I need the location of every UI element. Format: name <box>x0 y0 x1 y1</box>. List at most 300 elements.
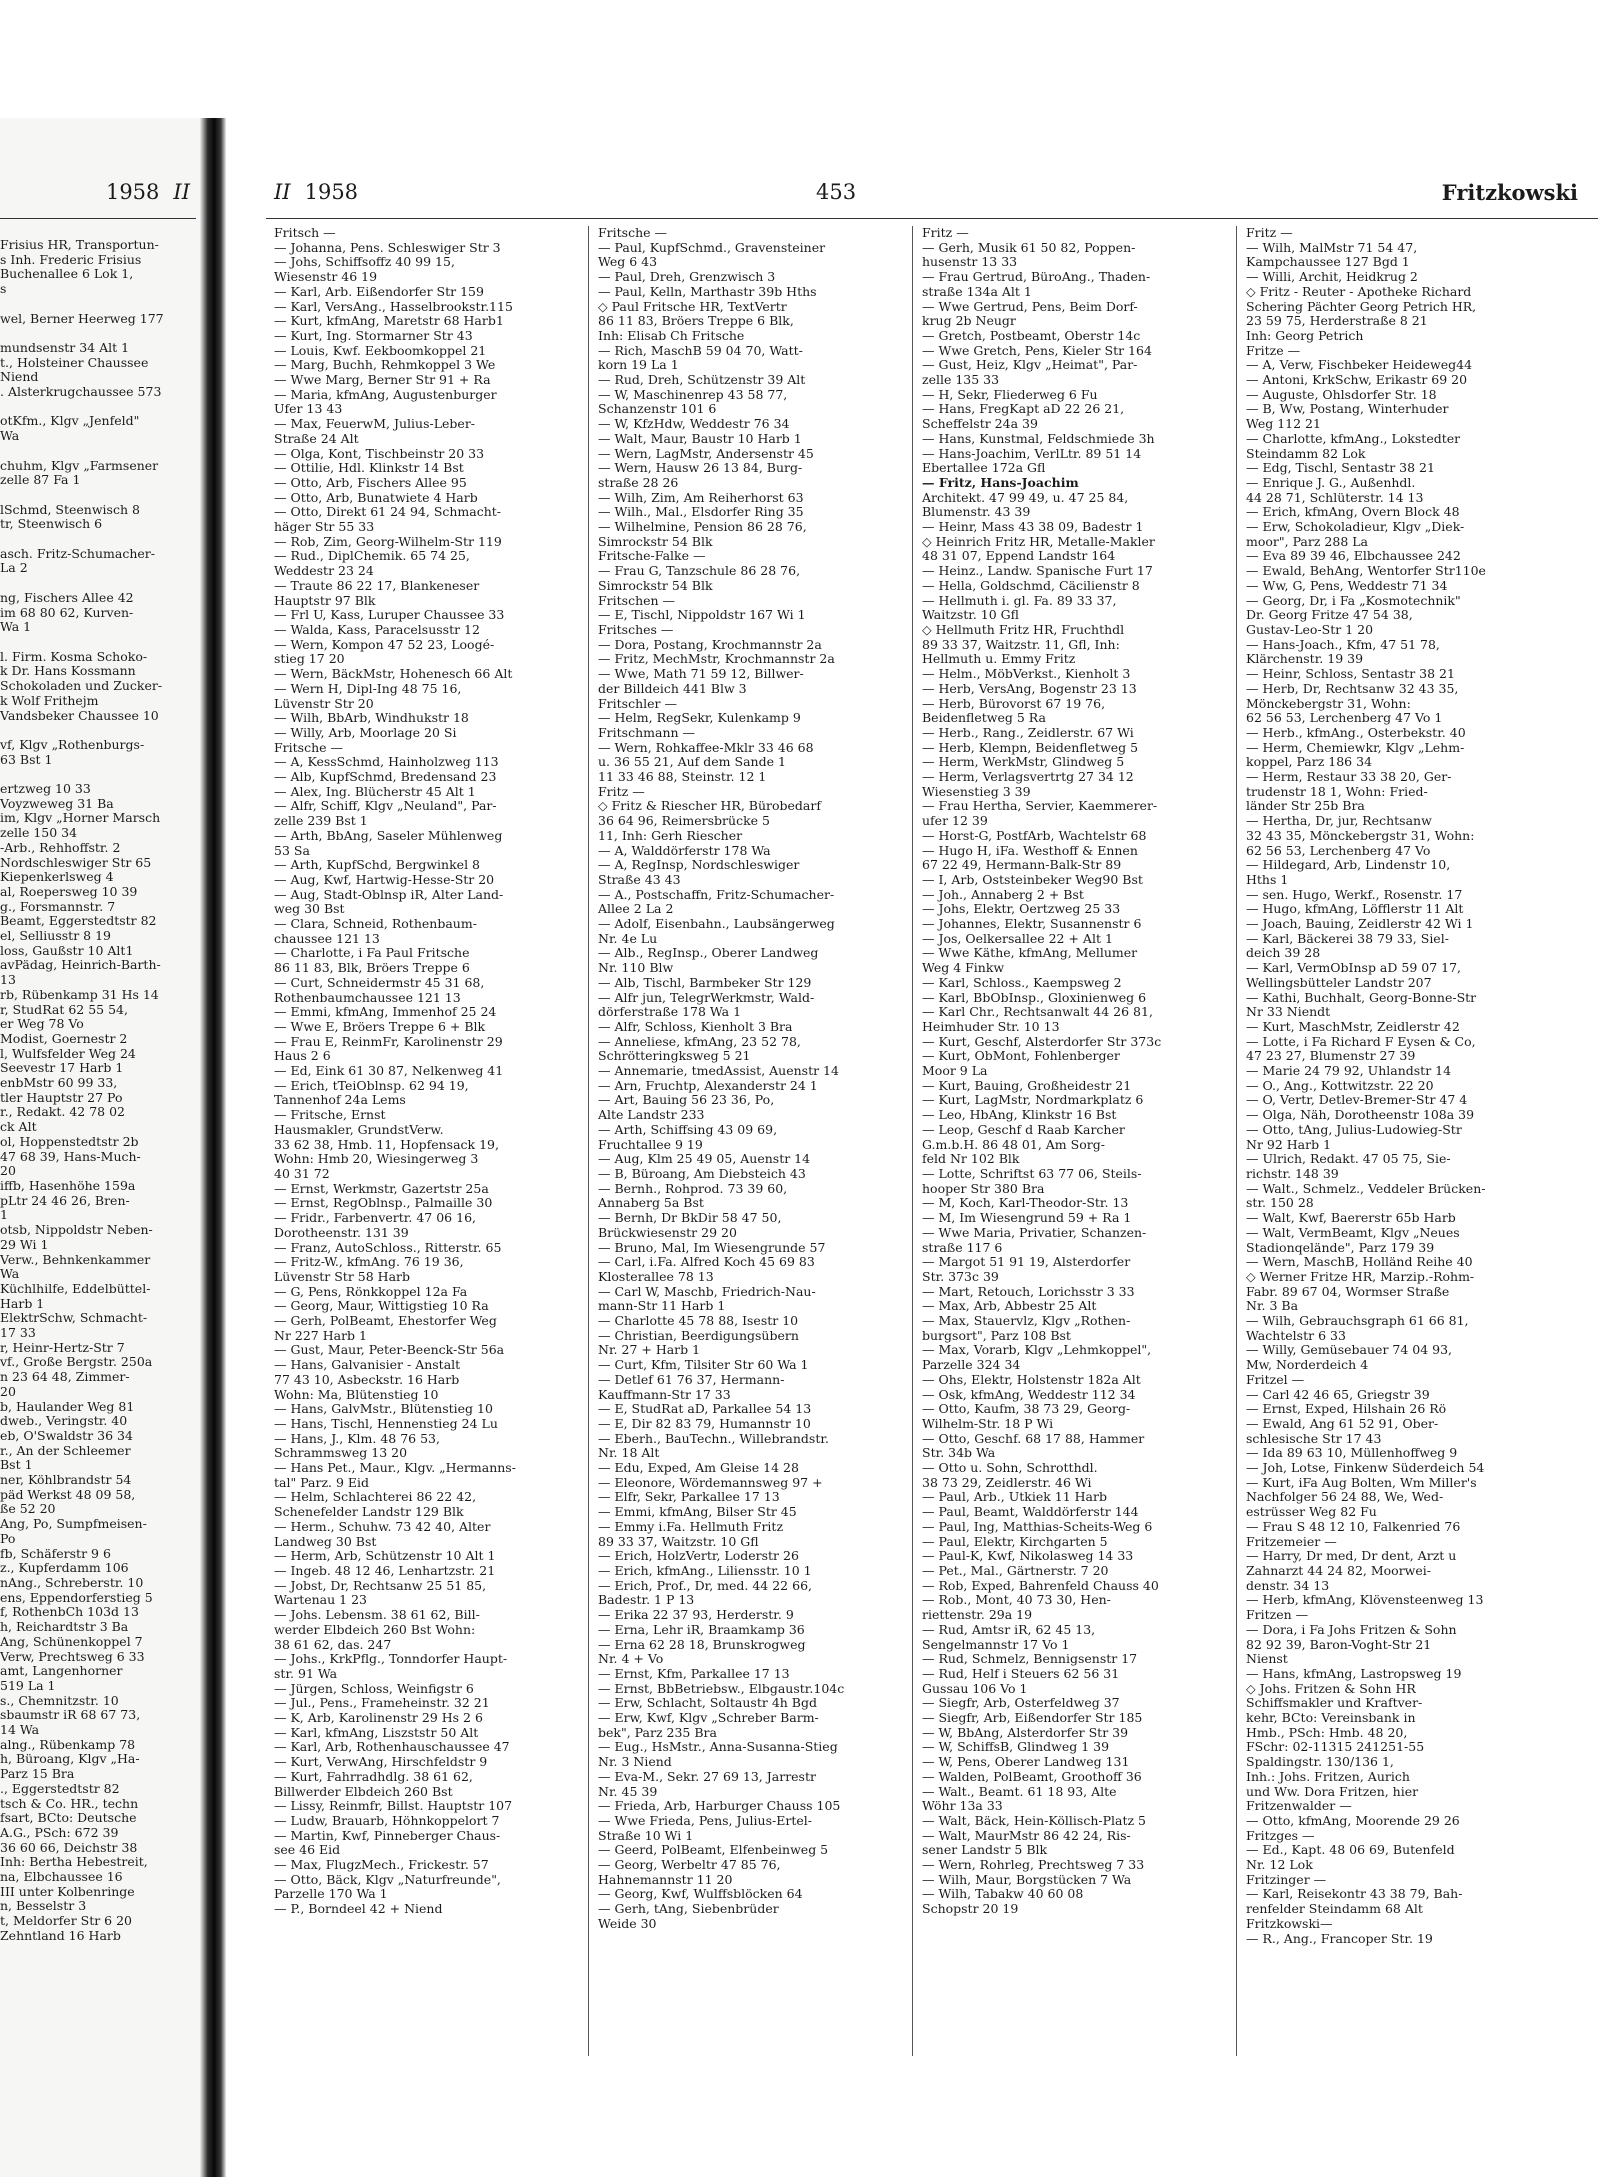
directory-entry-line: — Carl W, Maschb, Friedrich-Nau- <box>598 1283 816 1299</box>
directory-entry-line: — Kurt, ObMont, Fohlenberger <box>922 1048 1120 1064</box>
left-page-entry-line <box>0 767 200 782</box>
directory-entry-line: Landweg 30 Bst <box>274 1533 377 1549</box>
directory-entry-line: — Karl, Bäckerei 38 79 33, Siel- <box>1246 930 1449 946</box>
left-page-entry-line: h, Reichardtstr 3 Ba <box>0 1619 129 1635</box>
directory-entry-line: — O., Ang., Kottwitzstr. 22 20 <box>1246 1077 1434 1093</box>
directory-entry-line: — Wern, Kompon 47 52 23, Loogé- <box>274 636 495 652</box>
left-page-entry-line: Ang, Po, Sumpfmeisen- <box>0 1516 147 1532</box>
directory-entry-line: Haus 2 6 <box>274 1048 331 1064</box>
directory-entry-line: — Karl Chr., Rechtsanwalt 44 26 81, <box>922 1004 1153 1020</box>
directory-entry-line: — Otto, Direkt 61 24 94, Schmacht- <box>274 504 502 520</box>
left-page-entry-line: f, RothenbCh 103d 13 <box>0 1604 139 1620</box>
directory-entry-line: trudenstr 18 1, Wohn: Fried- <box>1246 783 1428 799</box>
directory-entry-line: — K, Arb, Karolinenstr 29 Hs 2 6 <box>274 1710 483 1726</box>
directory-entry-line: — Georg, Dr, i Fa „Kosmotechnik" <box>1246 592 1461 608</box>
directory-entry-line: — E, Tischl, Nippoldstr 167 Wi 1 <box>598 607 806 623</box>
directory-entry-line: Nr. 4e Lu <box>598 930 658 946</box>
directory-entry-line: Steindamm 82 Lok <box>1246 445 1366 461</box>
directory-entry-line: chaussee 121 13 <box>274 930 380 946</box>
directory-entry-line: — Herb., Rang., Zeidlerstr. 67 Wi <box>922 724 1134 740</box>
directory-entry-line: — Kurt, kfmAng, Maretstr 68 Harb1 <box>274 313 504 329</box>
directory-entry-line: see 46 Eid <box>274 1842 341 1858</box>
adjacent-left-page <box>0 118 218 2177</box>
directory-entry-line: — Margot 51 91 19, Alsterdorfer <box>922 1254 1131 1270</box>
directory-entry-line: — Carl, i.Fa. Alfred Koch 45 69 83 <box>598 1254 815 1270</box>
directory-entry-line: — Ernst, BbBetriebsw., Elbgaustr.104c <box>598 1680 845 1696</box>
directory-entry-line: 86 11 83, Blk, Bröers Treppe 6 <box>274 960 470 976</box>
directory-entry-line: — Otto, Geschf. 68 17 88, Hammer <box>922 1430 1145 1446</box>
directory-entry-line: Dorotheenstr. 131 39 <box>274 1224 409 1240</box>
directory-entry-line: — Wilhelmine, Pension 86 28 76, <box>598 519 807 535</box>
directory-entry-line: Fritsches — <box>598 621 674 637</box>
directory-entry-line: — Max, Vorarb, Klgv „Lehmkoppel", <box>922 1342 1152 1358</box>
directory-entry-line: — Karl, VermObInsp aD 59 07 17, <box>1246 960 1462 976</box>
left-page-entry-line: fb, Schäferstr 9 6 <box>0 1545 111 1561</box>
directory-entry-line: — Erich, tTeiOblnsp. 62 94 19, <box>274 1077 469 1093</box>
directory-entry-line: — Helm, RegSekr, Kulenkamp 9 <box>598 710 801 726</box>
left-page-entry-line: loss, Gaußstr 10 Alt1 <box>0 942 134 958</box>
directory-entry-line: — Max, Stauervlz, Klgv „Rothen- <box>922 1313 1131 1329</box>
directory-entry-line: — Rud, Dreh, Schützenstr 39 Alt <box>598 372 806 388</box>
directory-entry-line: Fritzkowski— <box>1246 1915 1333 1931</box>
directory-entry-line: — Detlef 61 76 37, Hermann- <box>598 1371 785 1387</box>
directory-entry-line: schlesische Str 17 43 <box>1246 1430 1382 1446</box>
directory-entry-line: — Wilh, Maur, Borgstücken 7 Wa <box>922 1871 1132 1887</box>
directory-entry-line: straße 134a Alt 1 <box>922 283 1032 299</box>
directory-entry-line: — Kurt, Bauing, Großheidestr 21 <box>922 1077 1132 1093</box>
left-page-entry-line: . Alsterkrugchaussee 573 <box>0 384 162 400</box>
directory-entry-line: Hahnemannstr 11 20 <box>598 1871 733 1887</box>
directory-entry-line: Zahnarzt 44 24 82, Moorwei- <box>1246 1562 1432 1578</box>
column-divider <box>588 226 589 2056</box>
directory-entry-line: — Eug., HsMstr., Anna-Susanna-Stieg <box>598 1739 838 1755</box>
directory-entry-line: 44 28 71, Schlüterstr. 14 13 <box>1246 489 1424 505</box>
directory-entry-line: Klosterallee 78 13 <box>598 1268 714 1284</box>
directory-entry-line: FSchr: 02-11315 241251-55 <box>1246 1739 1425 1755</box>
directory-entry-line: — Hella, Goldschmd, Cäcilienstr 8 <box>922 577 1140 593</box>
directory-entry-line: — Dora, i Fa Johs Fritzen & Sohn <box>1246 1621 1457 1637</box>
directory-entry-line: — Georg, Maur, Wittigstieg 10 Ra <box>274 1298 489 1314</box>
directory-entry-line: Fritze — <box>1246 342 1301 358</box>
directory-entry-line: — Wern, Rohkaffee-Mklr 33 46 68 <box>598 739 814 755</box>
directory-entry-line: — Erich, HolzVertr, Loderstr 26 <box>598 1548 799 1564</box>
left-page-entry-line: 13 <box>0 972 16 988</box>
left-page-entry-line: alng., Rübenkamp 78 <box>0 1736 136 1752</box>
directory-entry-line: — Otto, Kaufm, 38 73 29, Georg- <box>922 1401 1131 1417</box>
left-page-entry-line <box>0 400 200 415</box>
directory-entry-line: — Ulrich, Redakt. 47 05 75, Sie- <box>1246 1151 1451 1167</box>
left-page-entry-line: Küchlhilfe, Eddelbüttel- <box>0 1280 151 1296</box>
left-page-roman: II <box>173 180 190 204</box>
directory-entry-line: — Franz, AutoSchloss., Ritterstr. 65 <box>274 1239 502 1255</box>
left-page-entry-line: h, Büroang, Klgv „Ha- <box>0 1751 140 1767</box>
directory-entry-line: — Curt, Kfm, Tilsiter Str 60 Wa 1 <box>598 1357 809 1373</box>
directory-entry-line: tal" Parz. 9 Eid <box>274 1474 370 1490</box>
directory-entry-line: Mönckebergstr 31, Wohn: <box>1246 695 1411 711</box>
directory-entry-line: — Fritz, MechMstr, Krochmannstr 2a <box>598 651 835 667</box>
left-page-entry-line: vf., Große Bergstr. 250a <box>0 1354 153 1370</box>
directory-entry-line: — Alex, Ing. Blücherstr 45 Alt 1 <box>274 783 476 799</box>
directory-entry-line: feld Nr 102 Blk <box>922 1151 1020 1167</box>
directory-entry-line: — Gerh, tAng, Siebenbrüder <box>598 1901 779 1917</box>
directory-entry-line: — Johannes, Elektr, Susannenstr 6 <box>922 916 1142 932</box>
directory-entry-line: — Georg, Werbeltr 47 85 76, <box>598 1857 781 1873</box>
directory-entry-line: — Carl 42 46 65, Griegstr 39 <box>1246 1386 1430 1402</box>
directory-entry-line: Klärchenstr. 19 39 <box>1246 651 1364 667</box>
directory-entry-line: — Herb, Bürovorst 67 19 76, <box>922 695 1106 711</box>
directory-entry-line: Fritsche-Falke — <box>598 548 706 564</box>
directory-entry-line: Wilhelm-Str. 18 P Wi <box>922 1415 1054 1431</box>
directory-entry-line: — A, Verw, Fischbeker Heideweg44 <box>1246 357 1473 373</box>
directory-entry-line: 11, Inh: Gerh Riescher <box>598 827 743 843</box>
directory-entry-line: — Joh., Annaberg 2 + Bst <box>922 886 1084 902</box>
directory-entry-line: — Karl, BbObInsp., Gloxinienweg 6 <box>922 989 1147 1005</box>
directory-entry-line: — Bernh, Dr BkDir 58 47 50, <box>598 1210 782 1226</box>
directory-entry-line: Schiffsmakler und Kraftver- <box>1246 1695 1423 1711</box>
directory-entry-line: — Herm, Chemiewkr, Klgv „Lehm- <box>1246 739 1465 755</box>
directory-entry-line: — W, SchiffsB, Glindweg 1 39 <box>922 1739 1110 1755</box>
directory-entry-line: 47 23 27, Blumenstr 27 39 <box>1246 1048 1416 1064</box>
left-page-entry-line: l. Firm. Kosma Schoko- <box>0 648 148 664</box>
directory-entry-line: Weddestr 23 24 <box>274 563 374 579</box>
directory-entry-line: — Walt., Schmelz., Veddeler Brücken- <box>1246 1180 1486 1196</box>
directory-entry-line: Lüvenstr Str 58 Harb <box>274 1268 410 1284</box>
directory-entry-line: — Geerd, PolBeamt, Elfenbeinweg 5 <box>598 1842 829 1858</box>
directory-entry-line: — Marie 24 79 92, Uhlandstr 14 <box>1246 1063 1452 1079</box>
directory-entry-line: — Rob, Exped, Bahrenfeld Chauss 40 <box>922 1577 1159 1593</box>
directory-entry-line: zelle 239 Bst 1 <box>274 813 368 829</box>
directory-entry-line: — Hans, Galvanisier - Anstalt <box>274 1357 461 1373</box>
directory-entry-line: — Alb, KupfSchmd, Bredensand 23 <box>274 769 497 785</box>
directory-entry-line: — Frau Gertrud, BüroAng., Thaden- <box>922 269 1151 285</box>
left-page-entry-line: Kiepenkerlsweg 4 <box>0 869 114 885</box>
directory-entry-line: — Willy, Gemüsebauer 74 04 93, <box>1246 1342 1453 1358</box>
directory-entry-line: — H, Sekr, Fliederweg 6 Fu <box>922 386 1098 402</box>
directory-entry-line: — B, Ww, Postang, Winterhuder <box>1246 401 1449 417</box>
directory-entry-line: — Wern H, Dipl-Ing 48 75 16, <box>274 680 462 696</box>
directory-entry-line: — Kurt, VerwAng, Hirschfeldstr 9 <box>274 1754 488 1770</box>
directory-entry-line: — Joach, Bauing, Zeidlerstr 42 Wi 1 <box>1246 916 1474 932</box>
directory-entry-line: — Alb., RegInsp., Oberer Landweg <box>598 945 819 961</box>
directory-entry-line: Heimhuder Str. 10 13 <box>922 1018 1060 1034</box>
left-page-entry-line: n, Besselstr 3 <box>0 1898 87 1914</box>
left-page-entry-line: Schokoladen und Zucker- <box>0 678 163 694</box>
directory-entry-line: — A, KessSchmd, Hainholzweg 113 <box>274 754 499 770</box>
directory-entry-line: — Emmy i.Fa. Hellmuth Fritz <box>598 1518 784 1534</box>
directory-entry-line: — Wwe Marg, Berner Str 91 + Ra <box>274 372 491 388</box>
left-page-entry-line: tler Hauptstr 27 Po <box>0 1089 123 1105</box>
directory-entry-line: — Mart, Retouch, Lorichsstr 3 33 <box>922 1283 1135 1299</box>
directory-entry-line: — Fridr., Farbenvertr. 47 06 16, <box>274 1210 476 1226</box>
directory-entry-line: Schopstr 20 19 <box>922 1901 1019 1917</box>
directory-entry-line: — Ida 89 63 10, Müllenhoffweg 9 <box>1246 1445 1458 1461</box>
directory-entry-line: — Wilh, MalMstr 71 54 47, <box>1246 239 1418 255</box>
left-page-entry-line: otKfm., Klgv „Jenfeld" <box>0 413 140 429</box>
column-divider <box>912 226 913 2056</box>
directory-entry-line: Beidenfletweg 5 Ra <box>922 710 1046 726</box>
directory-entry-line: Schrötteringksweg 5 21 <box>598 1048 751 1064</box>
directory-entry-line: — Charlotte, kfmAng., Lokstedter <box>1246 430 1461 446</box>
directory-entry-line: — Harry, Dr med, Dr dent, Arzt u <box>1246 1548 1457 1564</box>
directory-entry-line: — Traute 86 22 17, Blankeneser <box>274 577 480 593</box>
left-page-entry-line: s <box>0 281 7 297</box>
directory-entry-line: Fritschler — <box>598 695 677 711</box>
directory-entry-line: — Max, FeuerwM, Julius-Leber- <box>274 416 476 432</box>
directory-entry-line: — Johs, Elektr, Oertzweg 25 33 <box>922 901 1121 917</box>
left-page-entry-line: Nordschleswiger Str 65 <box>0 854 152 870</box>
directory-entry-line: — Erich, kfmAng., Liliensstr. 10 1 <box>598 1562 812 1578</box>
directory-entry-line: 38 73 29, Zeidlerstr. 46 Wi <box>922 1474 1092 1490</box>
directory-entry-line: — Karl, Arb, Rothenhauschaussee 47 <box>274 1739 510 1755</box>
left-page-entry-line: Buchenallee 6 Lok 1, <box>0 266 134 282</box>
directory-entry-line: — Lissy, Reinmfr, Billst. Hauptstr 107 <box>274 1798 513 1814</box>
left-page-entry-line: ertzweg 10 33 <box>0 781 91 797</box>
directory-entry-line: estrüsser Weg 82 Fu <box>1246 1504 1377 1520</box>
left-page-entry-line: r, StudRat 62 55 54, <box>0 1001 128 1017</box>
directory-entry-line: — Hans, Tischl, Hennenstieg 24 Lu <box>274 1415 498 1431</box>
left-page-entry-line: 519 La 1 <box>0 1677 56 1693</box>
left-page-entry-line: 20 <box>0 1383 16 1399</box>
directory-entry-line: — Jul., Pens., Frameheinstr. 32 21 <box>274 1695 490 1711</box>
directory-entry-line: — Wern, Rohrleg, Prechtsweg 7 33 <box>922 1857 1145 1873</box>
directory-entry-line: — Leop, Geschf d Raab Karcher <box>922 1121 1125 1137</box>
directory-entry-line: — Heinr, Mass 43 38 09, Badestr 1 <box>922 519 1144 535</box>
left-page-entries <box>0 238 200 1944</box>
directory-entry-line: — Aug, Kwf, Hartwig-Hesse-Str 20 <box>274 871 495 887</box>
directory-entry-line: — Kurt, LagMstr, Nordmarkplatz 6 <box>922 1092 1144 1108</box>
left-page-entry-line: 47 68 39, Hans-Much- <box>0 1148 141 1164</box>
left-page-entry-line: ., Eggerstedtstr 82 <box>0 1780 120 1796</box>
directory-entry-line: Parzelle 324 34 <box>922 1357 1021 1373</box>
directory-entry-line: — W, KfzHdw, Weddestr 76 34 <box>598 416 790 432</box>
directory-entry-line: — Erw, Schokoladieur, Klgv „Diek- <box>1246 519 1465 535</box>
directory-entry-line: — Adolf, Eisenbahn., Laubsängerweg <box>598 916 835 932</box>
directory-entry-line: — Wwe Maria, Privatier, Schanzen- <box>922 1224 1147 1240</box>
directory-entry-line: — Rud, Schmelz, Bennigsenstr 17 <box>922 1651 1138 1667</box>
left-page-header <box>0 180 190 220</box>
directory-entry-line: — Anneliese, kfmAng, 23 52 78, <box>598 1033 801 1049</box>
directory-entry-line: Gussau 106 Vo 1 <box>922 1680 1028 1696</box>
left-page-entry-line: chuhm, Klgv „Farmsener <box>0 457 159 473</box>
directory-entry-line: — Herb, kfmAng, Klövensteenweg 13 <box>1246 1592 1484 1608</box>
directory-entry-line: — Paul, Elektr, Kirchgarten 5 <box>922 1533 1108 1549</box>
left-page-entry-line: g., Forsmannstr. 7 <box>0 898 116 914</box>
directory-entry-line: korn 19 La 1 <box>598 357 679 373</box>
left-page-entry-line: t., Holsteiner Chaussee <box>0 354 149 370</box>
left-page-entry-line: wel, Berner Heerweg 177 <box>0 310 164 326</box>
directory-entry-line: koppel, Parz 186 34 <box>1246 754 1373 770</box>
directory-entry-line: — Louis, Kwf. Eekboomkoppel 21 <box>274 342 487 358</box>
directory-entry-line: Schanzenstr 101 6 <box>598 401 717 417</box>
directory-entry-line: Weg 6 43 <box>598 254 658 270</box>
directory-entry-line: Fritzinger — <box>1246 1871 1327 1887</box>
directory-entry-line: Badestr. 1 P 13 <box>598 1592 695 1608</box>
directory-entry-line: — Pet., Mal., Gärtnerstr. 7 20 <box>922 1562 1109 1578</box>
directory-entry-line: Fritsche — <box>598 226 668 240</box>
directory-entry-line: Nienst <box>1246 1651 1288 1667</box>
directory-entry-line: — Wilh, Zim, Am Reiherhorst 63 <box>598 489 804 505</box>
directory-entry-line: — M, Im Wiesengrund 59 + Ra 1 <box>922 1210 1132 1226</box>
directory-entry-line: ufer 12 39 <box>922 813 988 829</box>
directory-entry-line: Wachtelstr 6 33 <box>1246 1327 1346 1343</box>
left-page-entry-line: 17 33 <box>0 1325 36 1341</box>
directory-entry-line: 40 31 72 <box>274 1166 330 1181</box>
directory-entry-line: Hmb., PSch: Hmb. 48 20, <box>1246 1724 1408 1740</box>
directory-entry-line: husenstr 13 33 <box>922 254 1018 270</box>
directory-entry-line: kehr, BCto: Vereinsbank in <box>1246 1710 1416 1726</box>
directory-entry-line: — Kurt, Fahrradhdlg. 38 61 62, <box>274 1768 473 1784</box>
directory-entry-line: moor", Parz 288 La <box>1246 533 1368 549</box>
directory-entry-line: — Rob., Mont, 40 73 30, Hen- <box>922 1592 1111 1608</box>
directory-entry-line: mann-Str 11 Harb 1 <box>598 1298 726 1314</box>
directory-entry-line: — Christian, Beerdigungsübern <box>598 1327 799 1343</box>
directory-entry-line: zelle 135 33 <box>922 372 1000 388</box>
directory-entry-line: — Karl, Schloss., Kaempsweg 2 <box>922 974 1122 990</box>
directory-entry-line: 38 61 62, das. 247 <box>274 1636 392 1652</box>
directory-entry-line: sener Landstr 5 Blk <box>922 1842 1048 1858</box>
directory-entry-line: — Hellmuth i. gl. Fa. 89 33 37, <box>922 592 1117 608</box>
left-page-entry-line: Inh: Bertha Hebestreit, <box>0 1854 148 1870</box>
directory-entry-line: Fritzenwalder — <box>1246 1798 1352 1814</box>
directory-entry-line: Nr. 4 + Vo <box>598 1651 664 1667</box>
directory-entry-line: — Erna, Lehr iR, Braamkamp 36 <box>598 1621 805 1637</box>
directory-entry-line: — Elfr, Sekr, Parkallee 17 13 <box>598 1489 780 1505</box>
directory-entry-line: Schering Pächter Georg Petrich HR, <box>1246 298 1477 314</box>
directory-column-4 <box>1246 226 1538 2106</box>
directory-entry-line: — Arn, Fruchtp, Alexanderstr 24 1 <box>598 1077 818 1093</box>
directory-entry-line: — Otto, tAng, Julius-Ludowieg-Str <box>1246 1121 1462 1137</box>
directory-entry-line: — Rich, MaschB 59 04 70, Watt- <box>598 342 803 358</box>
directory-entry-line: Nr. 3 Niend <box>598 1754 672 1770</box>
directory-entry-line: ◇ Werner Fritze HR, Marzip.-Rohm- <box>1246 1268 1475 1284</box>
directory-entry-line: — Wern, LagMstr, Andersenstr 45 <box>598 445 814 461</box>
directory-entry-line: Ebertallee 172a Gfl <box>922 460 1046 476</box>
directory-entry-line: — Fritz-W., kfmAng. 76 19 36, <box>274 1254 464 1270</box>
directory-entry-line: — Hans, kfmAng, Lastropsweg 19 <box>1246 1665 1462 1681</box>
directory-entry-line: — Johs, Schiffsoffz 40 99 15, <box>274 254 455 270</box>
directory-entry-line: — Willi, Archit, Heidkrug 2 <box>1246 269 1418 285</box>
left-page-entry-line <box>0 532 200 547</box>
directory-entry-line: — Emmi, kfmAng, Immenhof 25 24 <box>274 1004 497 1020</box>
left-page-entry-line <box>0 635 200 650</box>
directory-entry-line: Weg 112 21 <box>1246 416 1321 432</box>
directory-column-2 <box>598 226 890 2106</box>
left-page-entry-line: z., Kupferdamm 106 <box>0 1560 129 1576</box>
directory-entry-line: Fritsch — <box>274 226 336 240</box>
directory-entry-line: Straße 10 Wi 1 <box>598 1827 694 1843</box>
directory-entry-line: — Erna 62 28 18, Brunskrogweg <box>598 1636 806 1652</box>
directory-entry-line: 32 43 35, Mönckebergstr 31, Wohn: <box>1246 827 1475 843</box>
directory-entry-line: — Hans Pet., Maur., Klgv. „Hermanns- <box>274 1460 516 1476</box>
directory-entry-line: Inh: Elisab Ch Fritsche <box>598 327 745 343</box>
left-page-entry-line: er Weg 78 Vo <box>0 1016 84 1032</box>
directory-entry-line: Schenefelder Landstr 129 Blk <box>274 1504 464 1520</box>
directory-entry-line: Simrockstr 54 Blk <box>598 533 713 549</box>
left-page-entry-line: Bst 1 <box>0 1457 33 1473</box>
directory-entry-line: — Siegfr, Arb, Eißendorfer Str 185 <box>922 1710 1143 1726</box>
directory-entry-line: ◇ Hellmuth Fritz HR, Fruchthdl <box>922 621 1125 637</box>
directory-entry-line: — Herm., Schuhw. 73 42 40, Alter <box>274 1518 491 1534</box>
directory-entry-line: — Wwe, Math 71 59 12, Billwer- <box>598 666 804 682</box>
directory-entry-line: str. 150 28 <box>1246 1195 1314 1211</box>
left-page-entry-line: 36 60 66, Deichstr 38 <box>0 1839 138 1855</box>
left-page-entry-line: lSchmd, Steenwisch 8 <box>0 501 140 517</box>
directory-entry-line: — Curt, Schneidermstr 45 31 68, <box>274 974 485 990</box>
left-page-entry-line: III unter Kolbenringe <box>0 1883 135 1899</box>
directory-entry-line: 82 92 39, Baron-Voght-Str 21 <box>1246 1636 1432 1652</box>
directory-entry-line: — Auguste, Ohlsdorfer Str. 18 <box>1246 386 1437 402</box>
directory-entry-line: — Walt, MaurMstr 86 42 24, Ris- <box>922 1827 1131 1843</box>
directory-entry-line: — E, Dir 82 83 79, Humannstr 10 <box>598 1415 811 1431</box>
left-page-entry-line: Vandsbeker Chaussee 10 <box>0 707 159 723</box>
directory-entry-line: — Helm., MöbVerkst., Kienholt 3 <box>922 666 1131 682</box>
directory-entry-line: — Ewald, BehAng, Wentorfer Str110e <box>1246 563 1486 579</box>
directory-entry-line: — W, BbAng, Alsterdorfer Str 39 <box>922 1724 1129 1740</box>
directory-entry-line: — Martin, Kwf, Pinneberger Chaus- <box>274 1827 501 1843</box>
left-page-entry-line: al, Roepersweg 10 39 <box>0 883 138 899</box>
directory-entry-line: — Aug, Stadt-Oblnsp iR, Alter Land- <box>274 886 504 902</box>
left-page-entry-line: t, Meldorfer Str 6 20 <box>0 1913 133 1929</box>
directory-entry-line: — Otto u. Sohn, Schrotthdl. <box>922 1460 1098 1476</box>
left-page-entry-line: Parz 15 Bra <box>0 1766 75 1782</box>
directory-entry-line: 11 33 46 88, Steinstr. 12 1 <box>598 769 767 785</box>
directory-entry-line: — Frieda, Arb, Harburger Chauss 105 <box>598 1798 841 1814</box>
directory-entry-line: — Frau E, ReinmFr, Karolinenstr 29 <box>274 1033 503 1049</box>
directory-entry-line: — Jürgen, Schloss, Weinfigstr 6 <box>274 1680 474 1696</box>
directory-entry-line: — Fritz, Hans-Joachim <box>922 474 1079 490</box>
directory-entry-line: — Gust, Maur, Peter-Beenck-Str 56a <box>274 1342 505 1358</box>
directory-entry-line: — Maria, kfmAng, Augustenburger <box>274 386 497 402</box>
directory-entry-line: Gustav-Leo-Str 1 20 <box>1246 621 1374 637</box>
left-page-entry-line: b, Haulander Weg 81 <box>0 1398 135 1414</box>
directory-entry-line: Nr 227 Harb 1 <box>274 1327 367 1343</box>
left-header-rule <box>0 218 196 219</box>
left-page-entry-line: Wa <box>0 428 20 444</box>
directory-entry-line: deich 39 28 <box>1246 945 1321 961</box>
column-divider <box>1236 226 1237 2056</box>
directory-entry-line: — W, Maschinenrep 43 58 77, <box>598 386 788 402</box>
left-page-entry-line: l, Wulfsfelder Weg 24 <box>0 1045 136 1061</box>
directory-entry-line: — Rob, Zim, Georg-Wilhelm-Str 119 <box>274 533 502 549</box>
directory-entry-line: — Herb, Dr, Rechtsanw 32 43 35, <box>1246 680 1459 696</box>
left-page-entry-line: s., Chemnitzstr. 10 <box>0 1692 119 1708</box>
directory-entry-line: Dr. Georg Fritze 47 54 38, <box>1246 607 1413 623</box>
left-page-entry-line: na, Elbchaussee 16 <box>0 1869 123 1885</box>
left-page-entry-line: Seevestr 17 Harb 1 <box>0 1060 124 1076</box>
directory-entry-line: — Alb, Tischl, Barmbeker Str 129 <box>598 974 812 990</box>
directory-entry-line: — Ed, Eink 61 30 87, Nelkenweg 41 <box>274 1063 504 1079</box>
directory-entry-line: Simrockstr 54 Blk <box>598 577 713 593</box>
left-page-entry-line: Verw, Prechtsweg 6 33 <box>0 1648 145 1664</box>
directory-entry-line: Annaberg 5a Bst <box>598 1195 704 1211</box>
left-page-entry-line: s Inh. Frederic Frisius <box>0 251 142 267</box>
left-page-entry-line: ng, Fischers Allee 42 <box>0 589 134 605</box>
directory-entry-line: — Hertha, Dr, jur, Rechtsanw <box>1246 813 1432 829</box>
book-gutter <box>200 118 226 2177</box>
left-page-entry-line: k Dr. Hans Kossmann <box>0 663 136 679</box>
directory-entry-line: — W, Pens, Oberer Landweg 131 <box>922 1754 1130 1770</box>
left-page-entry-line: pLtr 24 46 26, Bren- <box>0 1192 130 1208</box>
directory-entry-line: 36 64 96, Reimersbrücke 5 <box>598 813 770 829</box>
directory-entry-line: straße 117 6 <box>922 1239 1003 1255</box>
directory-entry-line: — Paul, Beamt, Walddörferstr 144 <box>922 1504 1139 1520</box>
directory-entry-line: Straße 43 43 <box>598 871 681 887</box>
left-page-entry-line: Voyzweweg 31 Ba <box>0 795 114 811</box>
left-page-entry-line: eb, O'Swaldstr 36 34 <box>0 1427 133 1443</box>
directory-entry-line: — Wwe Gertrud, Pens, Beim Dorf- <box>922 298 1138 314</box>
directory-entry-line: — Helm, Schlachterei 86 22 42, <box>274 1489 477 1505</box>
directory-entry-line: Fritzel — <box>1246 1371 1305 1387</box>
